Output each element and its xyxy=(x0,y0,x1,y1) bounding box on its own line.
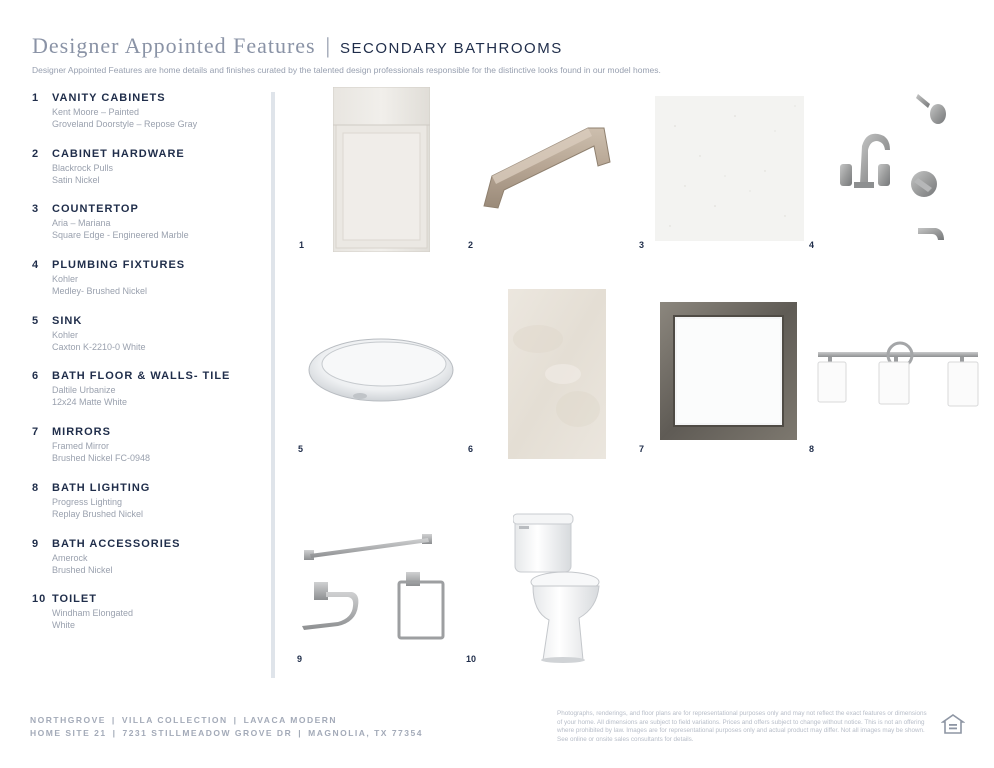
feature-item xyxy=(32,482,267,538)
page-header xyxy=(32,33,972,75)
feature-detail: 12x24 Matte White xyxy=(52,397,128,408)
community-name: NORTHGROVE xyxy=(30,715,106,725)
feature-title: SINK xyxy=(52,314,83,327)
feature-detail: Kohler xyxy=(52,329,79,340)
collection-name: VILLA COLLECTION xyxy=(121,715,228,725)
tile-sample-image xyxy=(508,289,606,459)
feature-number: 6 xyxy=(32,370,40,383)
feature-item xyxy=(32,426,267,482)
feature-detail: Aria – Mariana xyxy=(52,218,111,229)
footer-separator: | xyxy=(112,728,117,738)
feature-detail: Kent Moore – Painted xyxy=(52,107,140,117)
feature-title: COUNTERTOP xyxy=(52,203,139,216)
legal-disclaimer: Photographs, renderings, and floor plans are for representational purposes only and may not reflect the exact features or dimensions of your home. All dimensions are subject to field variations. Prices and offers subject to change without notice. This is not an offering where prohibited by law. Images are for representational purposes only and actual product may differ. Not all images may be shown. See online or onsite sales consultants for details. xyxy=(557,710,927,743)
vertical-divider xyxy=(271,92,275,678)
feature-item xyxy=(32,593,267,649)
feature-title: TOILET xyxy=(52,593,97,606)
feature-list xyxy=(32,92,267,649)
feature-title: BATH FLOOR & WALLS- TILE xyxy=(52,370,231,383)
countertop-sample-image xyxy=(655,96,804,241)
feature-title: PLUMBING FIXTURES xyxy=(52,259,186,272)
image-number: 3 xyxy=(639,240,645,250)
feature-number: 1 xyxy=(32,92,40,104)
feature-detail: Blackrock Pulls xyxy=(52,162,114,173)
feature-detail: Medley- Brushed Nickel xyxy=(52,286,148,297)
feature-title: MIRRORS xyxy=(52,426,111,439)
feature-title: VANITY CABINETS xyxy=(52,92,166,104)
feature-number: 10 xyxy=(32,593,47,606)
page-title: Designer Appointed Features xyxy=(32,33,316,58)
feature-item xyxy=(32,370,267,426)
equal-housing-opportunity-icon xyxy=(941,713,965,737)
vanity-cabinet-image xyxy=(333,87,430,252)
image-number: 2 xyxy=(468,240,474,250)
footer-separator: | xyxy=(233,715,238,725)
image-number: 5 xyxy=(298,444,304,454)
footer-line-1 xyxy=(30,714,423,727)
image-number: 4 xyxy=(809,240,815,250)
cabinet-pull-image xyxy=(478,124,614,210)
image-number: 10 xyxy=(466,654,477,664)
feature-detail: Brushed Nickel xyxy=(52,564,113,575)
toilet-image xyxy=(513,512,601,664)
feature-detail: Caxton K-2210-0 White xyxy=(52,341,146,352)
sink-image xyxy=(308,336,455,406)
plumbing-fixtures-image xyxy=(832,88,952,250)
feature-detail: Framed Mirror xyxy=(52,441,110,452)
street-address: 7231 STILLMEADOW GROVE DR xyxy=(122,728,293,738)
feature-item xyxy=(32,203,267,259)
bath-light-image xyxy=(816,340,980,408)
feature-number: 7 xyxy=(32,426,40,439)
footer-separator: | xyxy=(111,715,116,725)
feature-number: 9 xyxy=(32,537,40,550)
city-state-zip: MAGNOLIA, TX 77354 xyxy=(308,728,423,738)
plan-name: LAVACA MODERN xyxy=(243,715,338,725)
feature-number: 3 xyxy=(32,203,40,216)
feature-detail: Replay Brushed Nickel xyxy=(52,508,144,519)
feature-detail: Groveland Doorstyle – Repose Gray xyxy=(52,119,198,129)
feature-detail: Brushed Nickel FC-0948 xyxy=(52,453,151,464)
feature-item xyxy=(32,315,267,371)
image-number: 1 xyxy=(299,240,305,250)
footer-line-2 xyxy=(30,727,423,740)
feature-item xyxy=(32,148,267,204)
feature-detail: Progress Lighting xyxy=(52,496,123,507)
feature-title: BATH LIGHTING xyxy=(52,481,151,494)
page-subtitle: Designer Appointed Features are home details and finishes curated by the talented design professionals responsible for the distinctive looks found in our model homes. xyxy=(32,65,661,75)
image-number: 8 xyxy=(809,444,815,454)
title-separator: | xyxy=(325,33,331,58)
feature-title: BATH ACCESSORIES xyxy=(52,537,181,550)
image-number: 7 xyxy=(639,444,645,454)
feature-detail: Satin Nickel xyxy=(52,174,100,185)
feature-item xyxy=(32,538,267,594)
image-number: 6 xyxy=(468,444,474,454)
footer-separator: | xyxy=(298,728,303,738)
bath-accessories-image xyxy=(298,530,448,642)
feature-detail: Daltile Urbanize xyxy=(52,385,116,396)
feature-detail: Kohler xyxy=(52,274,79,285)
title-row xyxy=(32,33,972,59)
feature-number: 2 xyxy=(32,147,40,160)
feature-detail: Amerock xyxy=(52,552,88,563)
feature-number: 4 xyxy=(32,259,40,272)
feature-title: CABINET HARDWARE xyxy=(52,147,185,160)
home-site: HOME SITE 21 xyxy=(30,728,107,738)
section-title: SECONDARY BATHROOMS xyxy=(340,40,563,57)
image-number: 9 xyxy=(297,654,303,664)
feature-item xyxy=(32,259,267,315)
feature-number: 5 xyxy=(32,314,40,327)
feature-detail: Windham Elongated xyxy=(52,608,134,619)
feature-number: 8 xyxy=(32,481,40,494)
feature-detail: Square Edge - Engineered Marble xyxy=(52,230,189,241)
feature-item xyxy=(32,92,267,148)
framed-mirror-image xyxy=(660,302,797,440)
footer-address xyxy=(30,714,423,740)
feature-detail: White xyxy=(52,620,76,631)
